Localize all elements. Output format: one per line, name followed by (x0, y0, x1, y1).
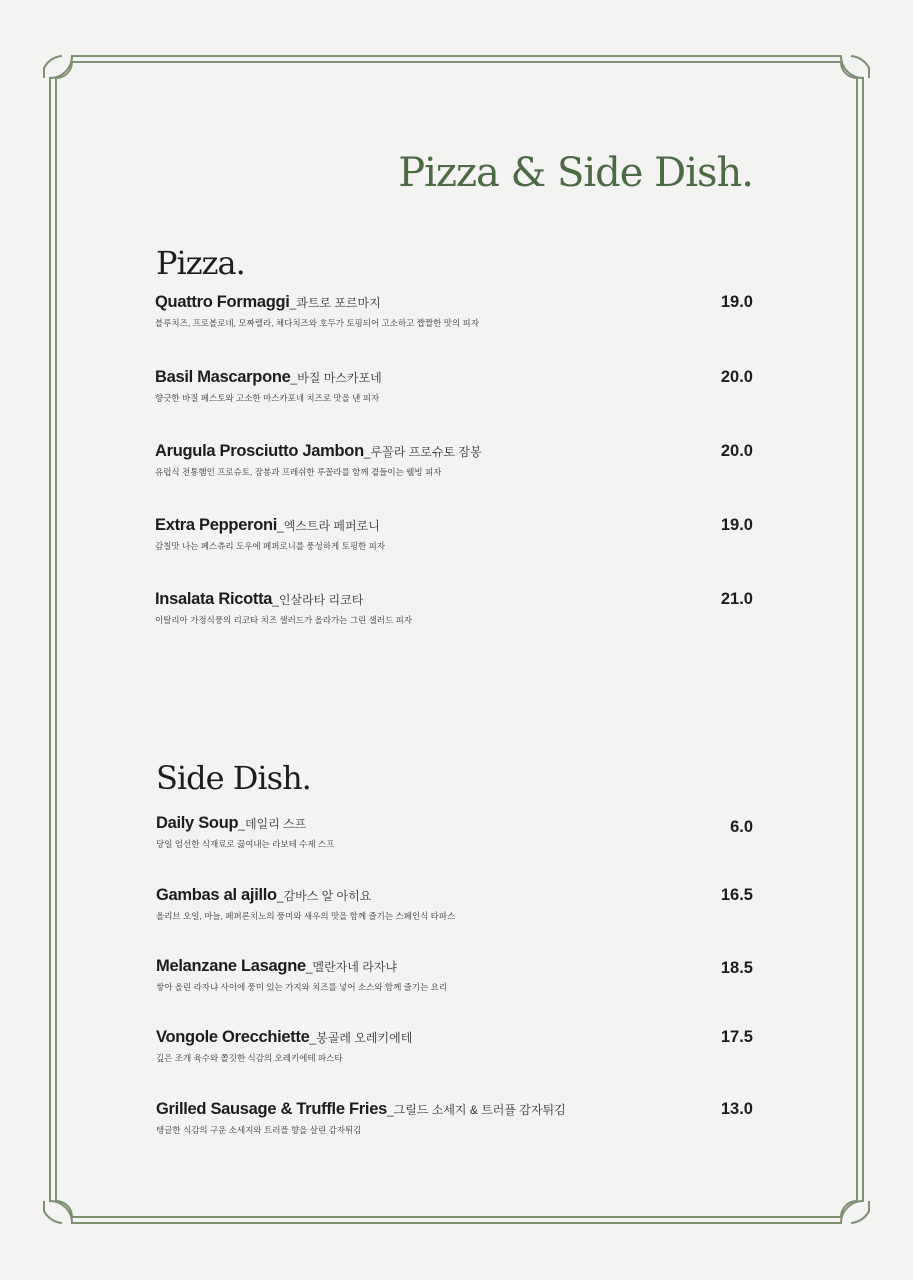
item-description: 쌓아 올린 라자냐 사이에 풍미 있는 가지와 치즈를 넣어 소스와 함께 즐기는 요리 (156, 982, 448, 992)
item-name-korean: _그릴드 소세지 & 트러플 감자튀김 (386, 1103, 566, 1117)
menu-item (156, 885, 753, 922)
page-title: Pizza & Side Dish. (398, 150, 753, 196)
item-description: 유럽식 전통햄인 프로슈토, 잠봉과 프레쉬한 루꼴라를 함께 곁들이는 웰빙 피자 (155, 467, 442, 477)
item-price: 17.5 (720, 1028, 753, 1046)
item-description: 감칠맛 나는 페스츄리 도우에 페퍼로니를 풍성하게 토핑한 피자 (155, 541, 386, 551)
item-name: Grilled Sausage & Truffle Fries (156, 1100, 387, 1118)
item-name: Basil Mascarpone (155, 368, 291, 386)
menu-item (156, 1027, 753, 1064)
pizza-section-title: Pizza. (156, 244, 245, 282)
item-name-korean: _루꼴라 프로슈토 잠봉 (363, 445, 482, 459)
item-name: Melanzane Lasagne (156, 957, 306, 975)
item-price: 18.5 (720, 959, 753, 977)
item-description: 블루치즈, 프로볼로네, 모짜렐라, 체다치즈와 호두가 토핑되어 고소하고 짭짤한 맛의 피자 (155, 318, 479, 328)
item-price: 20.0 (720, 368, 753, 386)
side-dish-section-title: Side Dish. (156, 759, 311, 797)
item-description: 당일 엄선한 식재료로 끓여내는 라보테 수제 스프 (156, 839, 335, 849)
item-name-korean: _바질 마스카포네 (290, 371, 382, 385)
item-name-korean: _감바스 알 아히요 (276, 889, 372, 903)
menu-item (155, 441, 753, 478)
menu-item (156, 956, 753, 993)
item-description: 올리브 오일, 마늘, 페퍼론치노의 풍미와 새우의 맛을 함께 즐기는 스페인식 타파스 (156, 911, 456, 921)
item-name-korean: _인살라타 리코타 (272, 593, 364, 607)
item-name: Gambas al ajillo (156, 886, 277, 904)
item-description: 향긋한 바질 페스토와 고소한 마스카포네 치즈로 맛을 낸 피자 (155, 393, 380, 403)
item-name: Quattro Formaggi (155, 293, 290, 311)
item-name-korean: _엑스트라 페퍼로니 (277, 519, 380, 533)
item-name: Daily Soup (156, 814, 239, 832)
item-description: 이탈리아 가정식풍의 리코타 치즈 샐러드가 올라가는 그린 샐러드 피자 (155, 615, 413, 625)
menu-item (155, 292, 753, 329)
item-name: Arugula Prosciutto Jambon (155, 442, 364, 460)
menu-item (155, 515, 753, 552)
item-name: Insalata Ricotta (155, 590, 273, 608)
item-name: Extra Pepperoni (155, 516, 278, 534)
item-name-korean: _데일리 스프 (238, 817, 307, 831)
item-description: 탱글한 식감의 구운 소세지와 트러플 향을 살린 감자튀김 (156, 1125, 362, 1135)
menu-item (156, 1099, 753, 1136)
item-name-korean: _봉골레 오레키에테 (309, 1031, 413, 1045)
item-description: 깊은 조개 육수와 쫄깃한 식감의 오레키에테 파스타 (156, 1053, 343, 1063)
item-price: 20.0 (720, 442, 753, 460)
item-name-korean: _멜란자네 라자냐 (305, 960, 398, 974)
menu-item (155, 589, 753, 626)
item-price: 19.0 (720, 293, 753, 311)
item-price: 21.0 (720, 590, 753, 608)
item-price: 19.0 (720, 516, 753, 534)
item-name-korean: _콰트로 포르마지 (289, 296, 381, 310)
item-price: 16.5 (720, 886, 753, 904)
item-price: 6.0 (730, 818, 753, 836)
menu-item (156, 813, 753, 850)
menu-item (155, 367, 753, 404)
item-name: Vongole Orecchiette (156, 1028, 310, 1046)
item-price: 13.0 (720, 1100, 753, 1118)
